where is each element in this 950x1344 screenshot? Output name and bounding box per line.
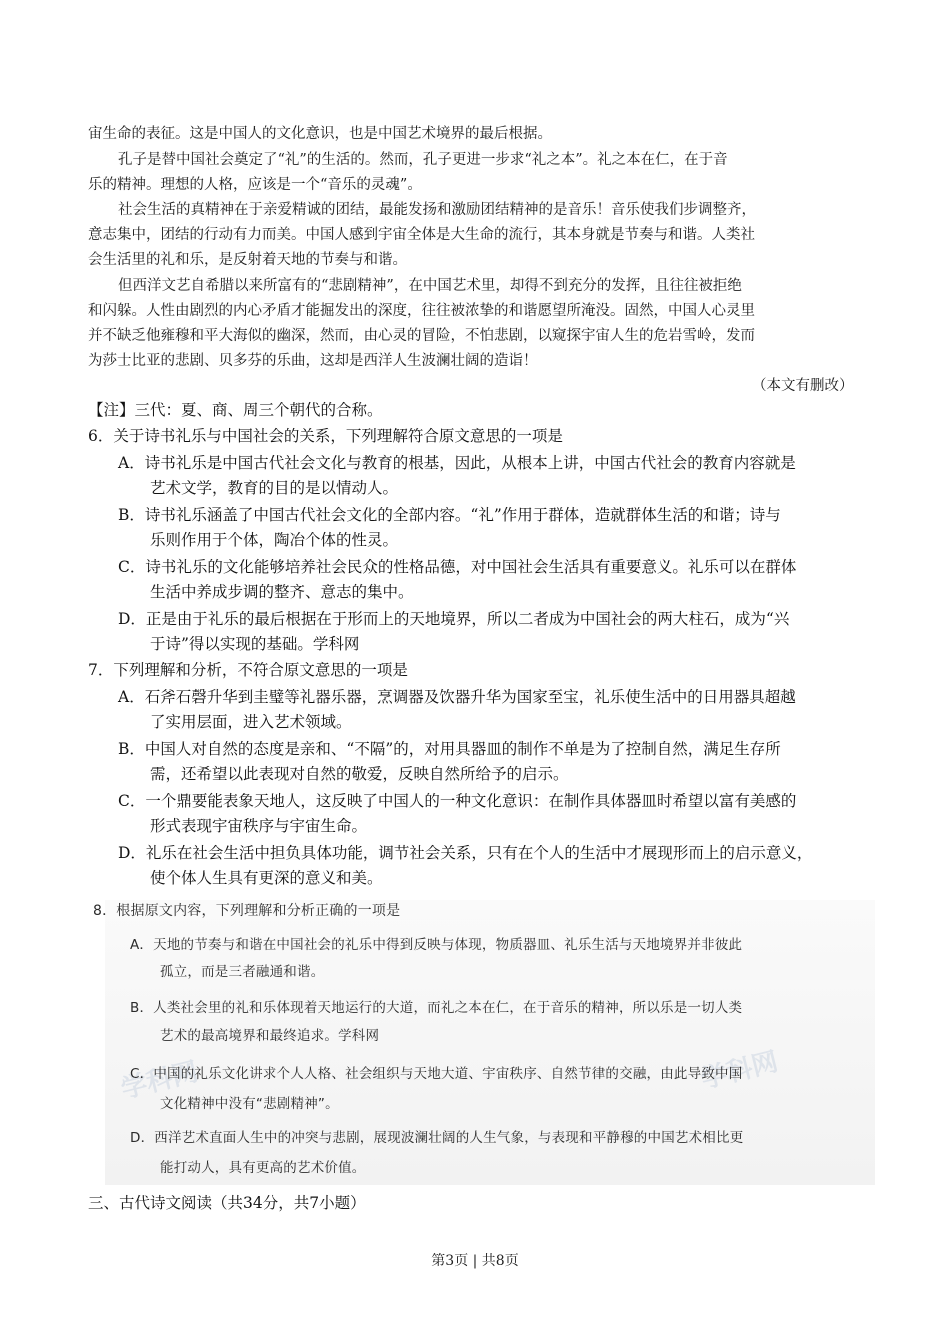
passage-line: 宙生命的表征。这是中国人的文化意识，也是中国艺术境界的最后根据。 (88, 126, 552, 142)
q8-option-d-cont: 能打动人，具有更高的艺术价值。 (160, 1160, 366, 1176)
passage-line: 乐的精神。理想的人格，应该是一个“音乐的灵魂”。 (88, 177, 422, 193)
q6-option-a: A．诗书礼乐是中国古代社会文化与教育的根基，因此，从根本上讲，中国古代社会的教育内容就是 (118, 454, 796, 472)
passage-line: 孔子是替中国社会奠定了“礼”的生活的。然而，孔子更进一步求“礼之本”。礼之本在仁，在于音 (118, 152, 728, 168)
q6-option-c: C．诗书礼乐的文化能够培养社会民众的性格品德，对中国社会生活具有重要意义。礼乐可以在群体 (118, 558, 797, 576)
passage-line: 社会生活的真精神在于亲爱精诚的团结，最能发扬和激励团结精神的是音乐！音乐使我们步调整齐， (118, 202, 756, 218)
q8-option-b-cont: 艺术的最高境界和最终追求。学科网 (160, 1028, 380, 1044)
passage-line: 但西洋文艺自希腊以来所富有的“悲剧精神”，在中国艺术里，却得不到充分的发挥，且往往被拒绝 (118, 278, 742, 294)
q6-option-c-cont: 生活中养成步调的整齐、意志的集中。 (150, 583, 414, 601)
passage-line: 并不缺乏他雍穆和平大海似的幽深，然而，由心灵的冒险，不怕悲剧，以窥探宇宙人生的危岩雪岭，发而 (88, 328, 755, 344)
question-6-stem: 6．关于诗书礼乐与中国社会的关系，下列理解符合原文意思的一项是 (88, 427, 563, 445)
watermark-text: 学科网 (698, 1046, 782, 1095)
q8-option-a: A．天地的节奏与和谐在中国社会的礼乐中得到反映与体现，物质器皿、礼乐生活与天地境界并非彼此 (130, 937, 743, 953)
q7-option-b-cont: 需，还希望以此表现对自然的敬爱，反映自然所给予的启示。 (150, 765, 569, 783)
q6-option-a-cont: 艺术文学，教育的目的是以情动人。 (150, 479, 399, 497)
q8-option-d: D．西洋艺术直面人生中的冲突与悲剧，展现波澜壮阔的人生气象，与表现和平静穆的中国艺术相比更 (130, 1130, 744, 1146)
q7-option-d-cont: 使个体人生具有更深的意义和美。 (150, 869, 383, 887)
q6-option-d-cont: 于诗”得以实现的基础。学科网 (150, 635, 360, 653)
q8-option-b: B．人类社会里的礼和乐体现着天地运行的大道，而礼之本在仁，在于音乐的精神，所以乐是一切人类 (130, 1000, 743, 1016)
section-3-heading: 三、古代诗文阅读（共34分，共7小题） (88, 1194, 366, 1212)
passage-line: 会生活里的礼和乐，是反射着天地的节奏与和谐。 (88, 252, 407, 268)
q7-option-d: D．礼乐在社会生活中担负具体功能，调节社会关系，只有在个人的生活中才展现形而上的启示意义， (118, 844, 813, 862)
question-7-stem: 7．下列理解和分析，不符合原文意思的一项是 (88, 661, 408, 679)
passage-line: 和闪躲。人性由剧烈的内心矛盾才能掘发出的深度，往往被浓挚的和谐愿望所淹没。固然，中国人心灵里 (88, 303, 755, 319)
source-note: （本文有删改） (752, 378, 854, 394)
q6-option-d: D．正是由于礼乐的最后根据在于形而上的天地境界，所以二者成为中国社会的两大柱石，成为“兴 (118, 610, 790, 628)
watermark-text: 学科网 (118, 1056, 202, 1105)
q8-option-c-cont: 文化精神中没有“悲剧精神”。 (160, 1096, 339, 1112)
q7-option-b: B．中国人对自然的态度是亲和、“不隔”的，对用具器皿的制作不单是为了控制自然，满足生存所 (118, 740, 781, 758)
q6-option-b: B．诗书礼乐涵盖了中国古代社会文化的全部内容。“礼”作用于群体，造就群体生活的和谐；诗与 (118, 506, 781, 524)
question-8-stem: 8．根据原文内容，下列理解和分析正确的一项是 (93, 903, 401, 919)
passage-line: 意志集中，团结的行动有力而美。中国人感到宇宙全体是大生命的流行，其本身就是节奏与和谐。人类社 (88, 227, 755, 243)
page-footer: 第3页 | 共8页 (431, 1253, 519, 1269)
q7-option-a: A．石斧石磬升华到圭璧等礼器乐器，烹调器及饮器升华为国家至宝，礼乐使生活中的日用器具超越 (118, 688, 796, 706)
q8-option-a-cont: 孤立，而是三者融通和谐。 (160, 964, 325, 980)
q7-option-c-cont: 形式表现宇宙秩序与宇宙生命。 (150, 817, 368, 835)
passage-line: 为莎士比亚的悲剧、贝多芬的乐曲，这却是西洋人生波澜壮阔的造诣！ (88, 353, 538, 369)
annotation-note: 【注】三代：夏、商、周三个朝代的合称。 (88, 401, 383, 419)
q7-option-a-cont: 了实用层面，进入艺术领域。 (150, 713, 352, 731)
q8-option-c: C．中国的礼乐文化讲求个人人格、社会组织与天地大道、宇宙秩序、自然节律的交融，由此导致中国 (130, 1066, 743, 1082)
q7-option-c: C．一个鼎要能表象天地人，这反映了中国人的一种文化意识：在制作具体器皿时希望以富有美感的 (118, 792, 797, 810)
q6-option-b-cont: 乐则作用于个体，陶冶个体的性灵。 (150, 531, 399, 549)
